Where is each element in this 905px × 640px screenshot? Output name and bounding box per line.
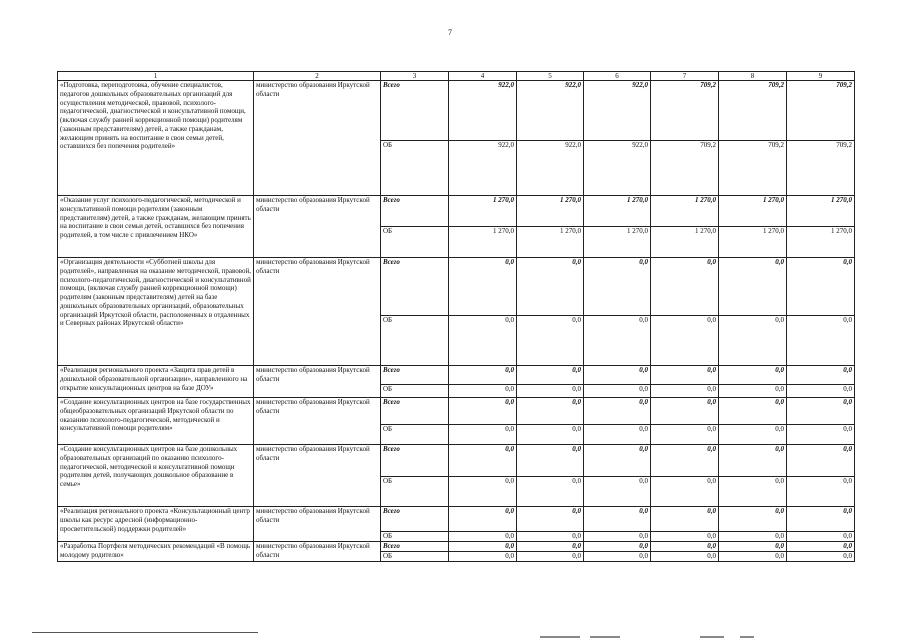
footer-rule — [32, 632, 258, 633]
total-value: 0,0 — [449, 398, 517, 425]
total-value: 0,0 — [787, 398, 855, 425]
ob-value: 1 270,0 — [449, 227, 517, 258]
total-value: 1 270,0 — [517, 196, 584, 227]
ob-value: 922,0 — [584, 141, 651, 196]
header-cell: 8 — [719, 72, 787, 81]
total-value: 0,0 — [517, 507, 584, 532]
event-name: «Организация деятельности «Субботней школы для родителей», направленная на оказание методической, правовой, психолого-педагогической, диагностической и консультативной помощи, (включая службу ранней коррекционной помощи) родителям (законным представителям) детей на базе дошкольных образовательных организаций, образовательных организаций Иркутской области, расположенных в отдаленных и Северных районах Иркутской области» — [58, 258, 254, 366]
total-value: 0,0 — [719, 398, 787, 425]
total-value: 0,0 — [517, 542, 584, 552]
ob-value: 0,0 — [651, 425, 719, 445]
ob-value: 922,0 — [517, 141, 584, 196]
ob-value: 1 270,0 — [787, 227, 855, 258]
funding-type-total: Всего — [381, 398, 449, 425]
table-row-total — [58, 366, 855, 385]
ob-value: 922,0 — [449, 141, 517, 196]
ob-value: 0,0 — [787, 552, 855, 562]
executor: министерство образования Иркутской области — [254, 445, 381, 507]
total-value: 0,0 — [517, 258, 584, 316]
ob-value: 1 270,0 — [517, 227, 584, 258]
ob-value: 0,0 — [449, 385, 517, 398]
funding-type-total: Всего — [381, 507, 449, 532]
total-value: 922,0 — [584, 81, 651, 141]
total-value: 0,0 — [449, 445, 517, 477]
total-value: 0,0 — [651, 507, 719, 532]
total-value: 922,0 — [517, 81, 584, 141]
ob-value: 0,0 — [584, 385, 651, 398]
total-value: 1 270,0 — [449, 196, 517, 227]
ob-value: 1 270,0 — [584, 227, 651, 258]
executor: министерство образования Иркутской области — [254, 542, 381, 562]
ob-value: 0,0 — [584, 532, 651, 542]
event-name: «Подготовка, переподготовка, обучение специалистов, педагогов дошкольных образовательных организаций для осуществления методической, правовой, психолого-педагогической, диагностической и консультативной помощи, (включая службу ранней коррекционной помощи) родителям (законным представителям) детей, а также гражданам, желающим принять на воспитание в свои семьи детей, оставшихся без попечения родителей» — [58, 81, 254, 196]
table-row-total — [58, 196, 855, 227]
table-row-total — [58, 507, 855, 532]
funding-type-total: Всего — [381, 366, 449, 385]
total-value: 0,0 — [584, 445, 651, 477]
total-value: 0,0 — [584, 398, 651, 425]
funding-type-total: Всего — [381, 542, 449, 552]
ob-value: 0,0 — [719, 425, 787, 445]
ob-value: 0,0 — [719, 385, 787, 398]
funding-type-total: Всего — [381, 445, 449, 477]
table-row-total — [58, 258, 855, 316]
ob-value: 709,2 — [719, 141, 787, 196]
total-value: 1 270,0 — [719, 196, 787, 227]
total-value: 1 270,0 — [787, 196, 855, 227]
funding-type-ob: ОБ — [381, 532, 449, 542]
total-value: 0,0 — [651, 445, 719, 477]
ob-value: 0,0 — [787, 316, 855, 366]
ob-value: 0,0 — [651, 552, 719, 562]
ob-value: 0,0 — [651, 477, 719, 507]
funding-type-total: Всего — [381, 258, 449, 316]
table-row-total — [58, 445, 855, 477]
ob-value: 0,0 — [584, 477, 651, 507]
executor: министерство образования Иркутской области — [254, 507, 381, 542]
ob-value: 0,0 — [584, 316, 651, 366]
total-value: 709,2 — [651, 81, 719, 141]
total-value: 0,0 — [651, 398, 719, 425]
ob-value: 0,0 — [719, 552, 787, 562]
total-value: 0,0 — [449, 507, 517, 532]
total-value: 0,0 — [449, 542, 517, 552]
ob-value: 0,0 — [584, 425, 651, 445]
ob-value: 709,2 — [787, 141, 855, 196]
scan-artifact — [700, 636, 724, 638]
ob-value: 0,0 — [584, 552, 651, 562]
ob-value: 0,0 — [449, 425, 517, 445]
ob-value: 0,0 — [449, 552, 517, 562]
total-value: 0,0 — [719, 366, 787, 385]
total-value: 0,0 — [787, 507, 855, 532]
ob-value: 0,0 — [719, 477, 787, 507]
scan-artifact — [590, 636, 620, 638]
ob-value: 0,0 — [719, 316, 787, 366]
total-value: 0,0 — [719, 542, 787, 552]
total-value: 0,0 — [787, 258, 855, 316]
ob-value: 0,0 — [787, 425, 855, 445]
total-value: 0,0 — [584, 366, 651, 385]
funding-type-ob: ОБ — [381, 477, 449, 507]
ob-value: 0,0 — [517, 552, 584, 562]
total-value: 0,0 — [651, 542, 719, 552]
header-cell: 4 — [449, 72, 517, 81]
scan-artifact — [540, 636, 580, 638]
funding-type-ob: ОБ — [381, 316, 449, 366]
funding-type-total: Всего — [381, 196, 449, 227]
total-value: 0,0 — [517, 445, 584, 477]
total-value: 0,0 — [787, 366, 855, 385]
table-row-total — [58, 542, 855, 552]
table-row-total — [58, 81, 855, 141]
ob-value: 0,0 — [651, 532, 719, 542]
total-value: 0,0 — [719, 445, 787, 477]
total-value: 0,0 — [787, 445, 855, 477]
event-name: «Реализация регионального проекта «Защита прав детей в дошкольной образовательной организации», направленного на открытие консультационных центров на базе ДОУ» — [58, 366, 254, 398]
ob-value: 0,0 — [517, 477, 584, 507]
header-row — [58, 72, 855, 81]
ob-value: 1 270,0 — [719, 227, 787, 258]
total-value: 0,0 — [517, 398, 584, 425]
ob-value: 0,0 — [517, 532, 584, 542]
total-value: 0,0 — [651, 258, 719, 316]
executor: министерство образования Иркутской области — [254, 366, 381, 398]
table-row-total — [58, 398, 855, 425]
ob-value: 0,0 — [787, 532, 855, 542]
executor: министерство образования Иркутской области — [254, 398, 381, 445]
funding-type-ob: ОБ — [381, 141, 449, 196]
scan-artifact — [740, 636, 754, 638]
header-cell: 6 — [584, 72, 651, 81]
header-cell: 2 — [254, 72, 381, 81]
event-name: «Создание консультационных центров на базе дошкольных образовательных организаций по оказанию психолого-педагогической, методической и консультативной помощи родителям детей, получающих дошкольное образование в семье» — [58, 445, 254, 507]
ob-value: 0,0 — [787, 385, 855, 398]
header-cell: 1 — [58, 72, 254, 81]
executor: министерство образования Иркутской области — [254, 196, 381, 258]
ob-value: 0,0 — [517, 385, 584, 398]
ob-value: 0,0 — [517, 316, 584, 366]
total-value: 0,0 — [584, 507, 651, 532]
total-value: 0,0 — [719, 507, 787, 532]
ob-value: 0,0 — [449, 316, 517, 366]
header-cell: 9 — [787, 72, 855, 81]
total-value: 0,0 — [719, 258, 787, 316]
ob-value: 709,2 — [651, 141, 719, 196]
total-value: 0,0 — [584, 542, 651, 552]
total-value: 0,0 — [584, 258, 651, 316]
ob-value: 0,0 — [719, 532, 787, 542]
ob-value: 0,0 — [449, 532, 517, 542]
ob-value: 0,0 — [651, 316, 719, 366]
total-value: 922,0 — [449, 81, 517, 141]
ob-value: 0,0 — [449, 477, 517, 507]
total-value: 0,0 — [651, 366, 719, 385]
header-cell: 3 — [381, 72, 449, 81]
funding-type-ob: ОБ — [381, 552, 449, 562]
total-value: 0,0 — [517, 366, 584, 385]
event-name: «Реализация регионального проекта «Консультационный центр школы как ресурс адресной (информационно-просветительской) поддержки родителей» — [58, 507, 254, 542]
budget-table — [57, 71, 855, 562]
total-value: 709,2 — [719, 81, 787, 141]
event-name: «Разработка Портфеля методических рекомендаций «В помощь молодому родителю» — [58, 542, 254, 562]
event-name: «Создание консультационных центров на базе государственных общеобразовательных организаций Иркутской области по оказанию психолого-педагогической, методической и консультативной помощи родителям» — [58, 398, 254, 445]
total-value: 0,0 — [449, 258, 517, 316]
funding-type-ob: ОБ — [381, 227, 449, 258]
total-value: 0,0 — [449, 366, 517, 385]
ob-value: 0,0 — [787, 477, 855, 507]
total-value: 0,0 — [787, 542, 855, 552]
total-value: 1 270,0 — [584, 196, 651, 227]
event-name: «Оказание услуг психолого-педагогической, методической и консультативной помощи родителям (законным представителям) детей, а также гражданам, желающим принять на воспитание в свои семьи детей, оставшихся без попечения родителей, в том числе с привлечением НКО» — [58, 196, 254, 258]
ob-value: 0,0 — [517, 425, 584, 445]
funding-type-ob: ОБ — [381, 425, 449, 445]
total-value: 1 270,0 — [651, 196, 719, 227]
executor: министерство образования Иркутской области — [254, 81, 381, 196]
funding-type-total: Всего — [381, 81, 449, 141]
total-value: 709,2 — [787, 81, 855, 141]
executor: министерство образования Иркутской области — [254, 258, 381, 366]
ob-value: 0,0 — [651, 385, 719, 398]
funding-type-ob: ОБ — [381, 385, 449, 398]
header-cell: 5 — [517, 72, 584, 81]
header-cell: 7 — [651, 72, 719, 81]
ob-value: 1 270,0 — [651, 227, 719, 258]
page-number: 7 — [448, 28, 452, 37]
